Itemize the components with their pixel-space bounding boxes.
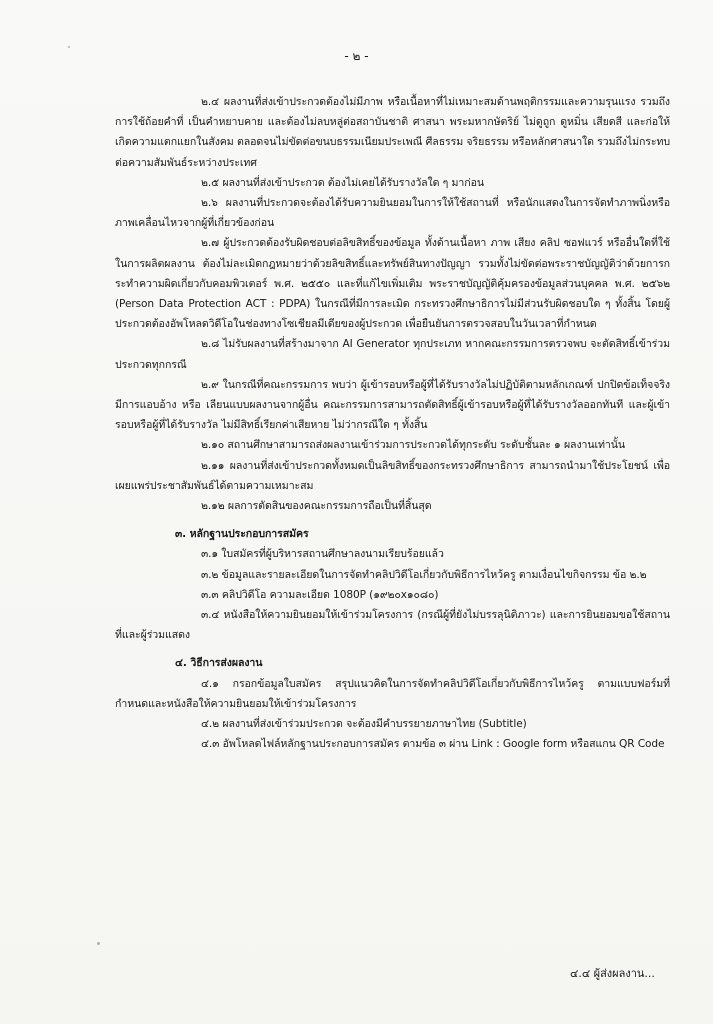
clause-4-3: ๔.๓ อัพโหลดไฟล์หลักฐานประกอบการสมัคร ตามข้อ ๓ ผ่าน Link : Google form หรือสแกน QR Code (201, 738, 665, 751)
clause-2-9: ๒.๙ ในกรณีที่คณะกรรมการ พบว่า ผู้เข้ารอบหรือผู้ที่ได้รับรางวัลไม่ปฏิบัติตามหลักเกณฑ์ ปกปิดข้อเท็จจริงมีการแอบอ้าง หรือ เลียนแบบผลงานจากผู้อื่น คณะกรรมการสามารถตัดสิทธิ์ผู้เข้ารอบหรือผู้ที่ได้รับรางวัลออกทันที และผู้เข้ารอบหรือผู้ที่ได้รับรางวัล ไม่มีสิทธิ์เรียกค่าเสียหาย ไม่ว่ากรณีใด ๆ ทั้งสิ้น (115, 378, 670, 432)
scan-speck (97, 942, 100, 945)
clause-2-4: ๒.๔ ผลงานที่ส่งเข้าประกวดต้องไม่มีภาพ หรือเนื้อหาที่ไม่เหมาะสมด้านพฤติกรรมและความรุนแรง รวมถึงการใช้ถ้อยคำที่ เป็นคำหยาบคาย และต้องไม่ลบหลู่ต่อสถาบันชาติ ศาสนา พระมหากษัตริย์ ไม่ดูถูก ดูหมิ่น เสียดสี และก่อให้เกิดความแตกแยกในสังคม ตลอดจนไม่ขัดต่อขนบธรรมเนียมประเพณี ศีลธรรม จริยธรรม หรือหลักศาสนาใด รวมถึงไม่กระทบต่อความสัมพันธ์ระหว่างประเทศ (115, 96, 670, 169)
clause-2-7: ๒.๗ ผู้ประกวดต้องรับผิดชอบต่อลิขสิทธิ์ของข้อมูล ทั้งด้านเนื้อหา ภาพ เสียง คลิป ซอฟแวร์ หรืออื่นใดที่ใช้ในการผลิตผลงาน ต้องไม่ละเมิดกฎหมายว่าด้วยลิขสิทธิ์และทรัพย์สินทางปัญญา รวมทั้งไม่ขัดต่อพระราชบัญญัติว่าด้วยการกระทำความผิดเกี่ยวกับคอมพิวเตอร์ พ.ศ. ๒๕๕๐ และที่แก้ไขเพิ่มเติม พระราชบัญญัติคุ้มครองข้อมูลส่วนบุคคล พ.ศ. ๒๕๖๒ (Person Data Protection ACT : PDPA) ในกรณีที่มีการละเมิด กระทรวงศึกษาธิการไม่มีส่วนรับผิดชอบใด ๆ ทั้งสิ้น โดยผู้ประกวดต้องอัพโหลดวิดีโอในช่องทางโซเชียลมีเดียของผู้ประกวด เพื่อยืนยันการตรวจสอบในวันเวลาที่กำหนด (115, 237, 670, 331)
page-number: - ๒ - (344, 49, 369, 63)
clause-2-5: ๒.๕ ผลงานที่ส่งเข้าประกวด ต้องไม่เคยได้รับรางวัลใด ๆ มาก่อน (201, 176, 484, 189)
clause-4-2: ๔.๒ ผลงานที่ส่งเข้าร่วมประกวด จะต้องมีคำบรรยายภาษาไทย (Subtitle) (201, 718, 527, 731)
clause-3-1: ๓.๑ ใบสมัครที่ผู้บริหารสถานศึกษาลงนามเรียบร้อยแล้ว (201, 548, 444, 561)
section-4-heading: ๔. วิธีการส่งผลงาน (175, 657, 263, 670)
clause-2-11: ๒.๑๑ ผลงานที่ส่งเข้าประกวดทั้งหมดเป็นลิขสิทธิ์ของกระทรวงศึกษาธิการ สามารถนำมาใช้ประโยชน์ เพื่อเผยแพร่ประชาสัมพันธ์ได้ตามความเหมาะสม (115, 459, 670, 492)
section-3-heading: ๓. หลักฐานประกอบการสมัคร (175, 528, 309, 541)
clause-2-10: ๒.๑๐ สถานศึกษาสามารถส่งผลงานเข้าร่วมการประกวดได้ทุกระดับ ระดับชั้นละ ๑ ผลงานเท่านั้น (201, 439, 626, 452)
continuation-marker: ๔.๔ ผู้ส่งผลงาน... (570, 967, 655, 980)
scan-speck (68, 46, 70, 48)
clause-2-8: ๒.๘ ไม่รับผลงานที่สร้างมาจาก AI Generator ทุกประเภท หากคณะกรรมการตรวจพบ จะตัดสิทธิ์เข้าร่วมประกวดทุกกรณี (115, 338, 670, 371)
clause-2-12: ๒.๑๒ ผลการตัดสินของคณะกรรมการถือเป็นที่สิ้นสุด (201, 500, 432, 513)
clause-3-4: ๓.๔ หนังสือให้ความยินยอมให้เข้าร่วมโครงการ (กรณีผู้ที่ยังไม่บรรลุนิติภาวะ) และการยินยอมขอใช้สถานที่และผู้ร่วมแสดง (115, 609, 670, 642)
document-body (115, 92, 670, 755)
clause-2-6: ๒.๖ ผลงานที่ประกวดจะต้องได้รับความยินยอมในการให้ใช้สถานที่ หรือนักแสดงในการจัดทำภาพนิ่งหรือภาพเคลื่อนไหวจากผู้ที่เกี่ยวข้องก่อน (115, 197, 670, 230)
clause-3-2: ๓.๒ ข้อมูลและรายละเอียดในการจัดทำคลิปวิดีโอเกี่ยวกับพิธีการไหว้ครู ตามเงื่อนไขกิจกรรม ข้อ ๒.๒ (201, 568, 647, 581)
clause-4-1: ๔.๑ กรอกข้อมูลใบสมัคร สรุปแนวคิดในการจัดทำคลิปวิดีโอเกี่ยวกับพิธีการไหว้ครู ตามแบบฟอร์มที่กำหนดและหนังสือให้ความยินยอมให้เข้าร่วมโครงการ (115, 677, 670, 710)
clause-3-3: ๓.๓ คลิปวิดีโอ ความละเอียด 1080P (๑๙๒๐x๑๐๘๐) (201, 588, 439, 601)
